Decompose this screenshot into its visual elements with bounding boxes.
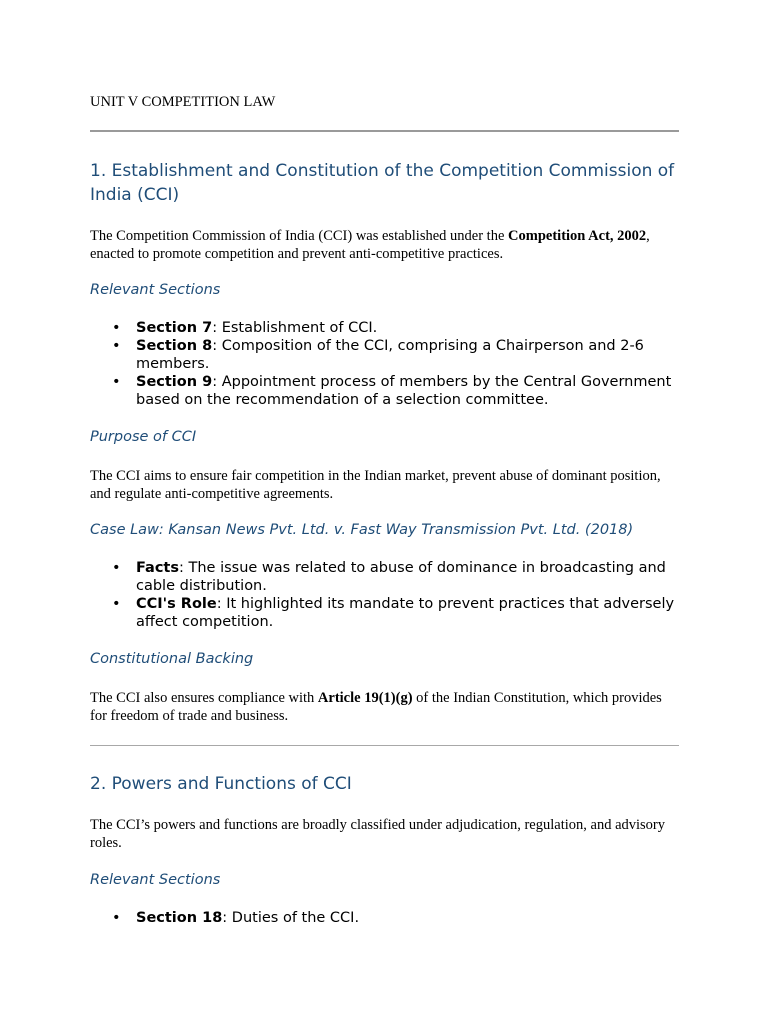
- bullet-icon: •: [112, 374, 121, 390]
- list-item-text: : Establishment of CCI.: [212, 320, 378, 336]
- list-item-text: : Appointment process of members by the Central Government based on the recommendation of a selection committee.: [136, 374, 672, 408]
- list-item-text: : It highlighted its mandate to prevent practices that adversely affect competition.: [136, 596, 675, 630]
- section1-intro-post: , enacted to promote competition and prevent anti-competitive practices.: [90, 228, 650, 262]
- section1-heading: 1. Establishment and Constitution of the Competition Commission of India (CCI): [90, 161, 675, 205]
- constitutional-backing-text: [90, 690, 680, 725]
- purpose-text: The CCI aims to ensure fair competition in the Indian market, prevent abuse of dominant position, and regulate anti-competitive agreements.: [90, 468, 661, 502]
- list-item: [90, 319, 680, 337]
- list-item-term: Section 8: [136, 338, 213, 354]
- list-item-term: CCI's Role: [136, 596, 217, 612]
- relevant-sections-list: [90, 319, 680, 409]
- section2-relevant-list: [90, 909, 680, 927]
- document-title: UNIT V COMPETITION LAW: [90, 94, 276, 110]
- bullet-icon: •: [112, 596, 121, 612]
- list-item: [90, 373, 680, 409]
- constitutional-post: of the Indian Constitution, which provides for freedom of trade and business.: [90, 690, 662, 724]
- article-term: Article 19(1)(g): [317, 690, 413, 706]
- list-item-text: : The issue was related to abuse of dominance in broadcasting and cable distribution.: [136, 560, 666, 594]
- list-item: [90, 337, 680, 373]
- section2-intro: The CCI’s powers and functions are broadly classified under adjudication, regulation, and advisory roles.: [90, 817, 666, 851]
- case-law-list: [90, 559, 680, 631]
- list-item: [90, 595, 680, 631]
- constitutional-pre: The CCI also ensures compliance with: [90, 690, 318, 706]
- bullet-icon: •: [112, 338, 121, 354]
- list-item: [90, 909, 680, 927]
- case-law-heading: Case Law: Kansan News Pvt. Ltd. v. Fast Way Transmission Pvt. Ltd. (2018): [90, 522, 634, 538]
- list-item-term: Section 9: [136, 374, 213, 390]
- list-item-text: : Duties of the CCI.: [222, 910, 360, 926]
- section1-intro-pre: The Competition Commission of India (CCI) was established under the: [90, 228, 509, 244]
- bullet-icon: •: [112, 560, 121, 576]
- competition-act-term: Competition Act, 2002: [508, 228, 647, 244]
- purpose-heading: Purpose of CCI: [90, 429, 197, 445]
- list-item: [90, 559, 680, 595]
- list-item-term: Section 7: [136, 320, 213, 336]
- constitutional-backing-heading: Constitutional Backing: [90, 651, 254, 667]
- bullet-icon: •: [112, 910, 121, 926]
- section1-intro: [90, 228, 680, 263]
- title-divider: [90, 130, 679, 132]
- bullet-icon: •: [112, 320, 121, 336]
- section2-relevant-heading: Relevant Sections: [90, 872, 221, 888]
- section-divider: [90, 745, 679, 746]
- list-item-term: Section 18: [136, 910, 223, 926]
- list-item-term: Facts: [136, 560, 179, 576]
- relevant-sections-heading: Relevant Sections: [90, 282, 221, 298]
- list-item-text: : Composition of the CCI, comprising a Chairperson and 2-6 members.: [136, 338, 644, 372]
- section2-heading: 2. Powers and Functions of CCI: [90, 774, 352, 794]
